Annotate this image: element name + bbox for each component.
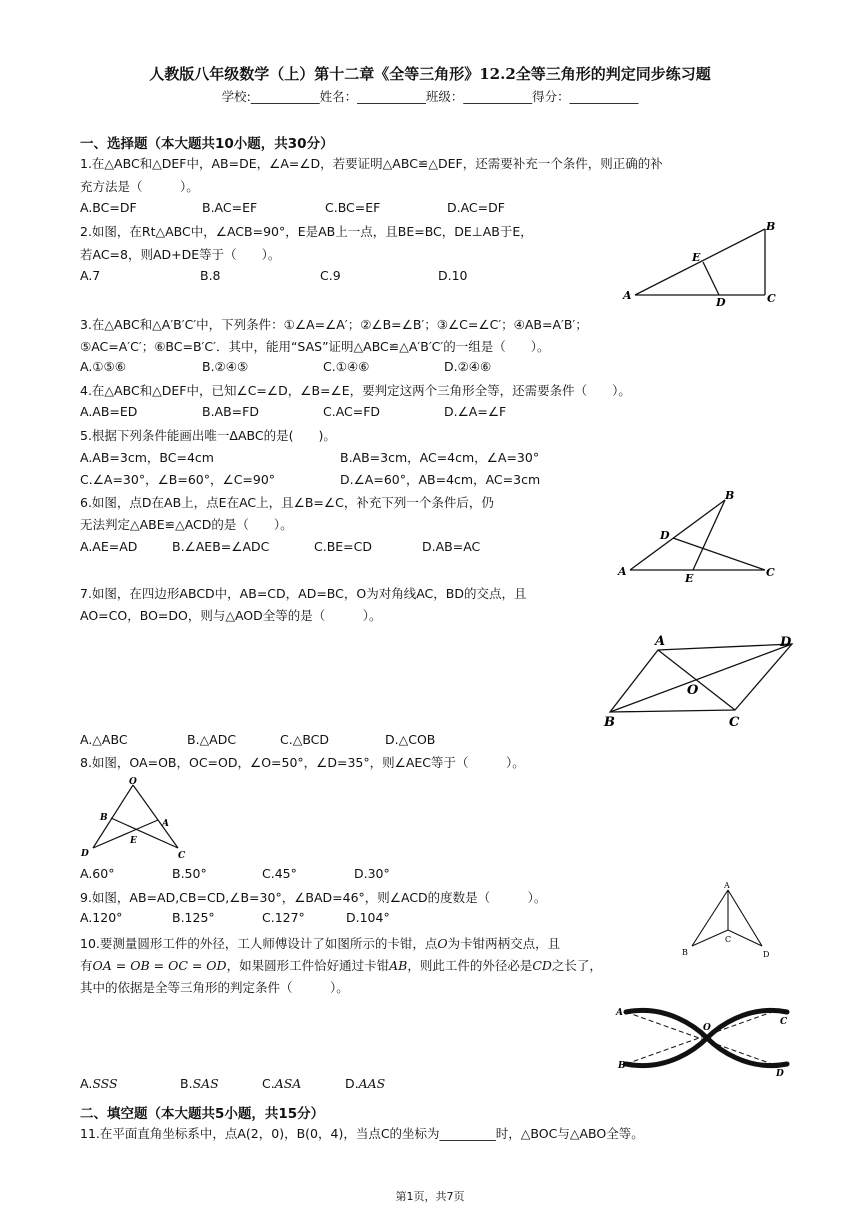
q10-text-1b: 为卡钳两柄交点，且 [447, 936, 561, 951]
q10-option-b-value: SAS [192, 1076, 219, 1091]
q7-option-d: D.△COB [385, 732, 436, 747]
q6-label-a: A [618, 565, 627, 578]
q10-text-2b: ，如果圆形工件恰好通过卡钳 [226, 958, 390, 973]
q9-label-a: A [724, 881, 730, 890]
q7-option-b: B.△ADC [187, 732, 237, 747]
q8-label-c: C [178, 851, 186, 861]
q5-option-d: D.∠A=60°，AB=4cm，AC=3cm [340, 472, 541, 487]
q6-text-line1: 6.如图，点D在AB上，点E在AC上，且∠B=∠C，补充下列一个条件后，仍 [80, 495, 494, 510]
q10-text-line2 [80, 956, 602, 974]
q9-label-b: B [682, 948, 688, 957]
q10-text-2d: 之长了， [551, 958, 602, 973]
q2-label-b: B [766, 220, 776, 233]
q10-option-a [80, 1076, 118, 1091]
q10-label-a: A [616, 1008, 623, 1018]
q10-option-a-value: SSS [92, 1076, 118, 1091]
q2-option-a: A.7 [80, 268, 101, 283]
q10-option-c-value: ASA [274, 1076, 302, 1091]
q10-text-line1 [80, 934, 560, 952]
q9-option-c: C.127° [262, 910, 305, 925]
q6-label-c: C [766, 566, 775, 579]
q2-label-d: D [716, 296, 726, 309]
q6-option-c: C.BE=CD [314, 539, 373, 554]
q5-option-a: A.AB=3cm，BC=4cm [80, 450, 214, 465]
q10-label-c: C [780, 1017, 788, 1027]
q6-figure [615, 485, 790, 585]
q10-symbol-ab: AB [389, 958, 408, 973]
q3-text-line2: ⑤AC=A′C′；⑥BC=B′C′．其中，能用“SAS”证明△ABC≌△A′B′C′的一组是（ ）。 [80, 339, 550, 354]
q10-symbol-cd: CD [532, 958, 552, 973]
q8-option-b: B.50° [172, 866, 207, 881]
q1-text-line1: 1.在△ABC和△DEF中，AB=DE，∠A=∠D，若要证明△ABC≌△DEF，还需要补充一个条件，则正确的补 [80, 156, 663, 171]
q9-text-line1: 9.如图，AB=AD,CB=CD,∠B=30°，∠BAD=46°，则∠ACD的度数是（ ）。 [80, 890, 547, 905]
q10-text-line3: 其中的依据是全等三角形的判定条件（ ）。 [80, 980, 349, 995]
q1-text-line2: 充方法是（ ）。 [80, 179, 199, 194]
q8-figure [78, 775, 188, 865]
q8-label-o: O [129, 777, 137, 787]
q11-text-line1: 11.在平面直角坐标系中，点A(2，0)，B(0，4)，当点C的坐标为_________时，△BOC与△ABO全等。 [80, 1126, 644, 1141]
q6-label-d: D [660, 529, 670, 542]
q10-symbol-o: O [437, 936, 448, 951]
q10-option-a-letter: A. [80, 1076, 93, 1091]
student-info-line: 学校:___________姓名：___________班级：___________得分：___________ [221, 89, 639, 104]
q6-option-b: B.∠AEB=∠ADC [172, 539, 270, 554]
q10-equation: OA = OB = OC = OD [92, 958, 227, 973]
q7-label-c: C [729, 715, 740, 730]
q1-option-c: C.BC=EF [325, 200, 381, 215]
q8-label-a: A [162, 819, 169, 829]
q7-figure [600, 630, 800, 730]
q7-label-a: A [655, 634, 666, 649]
q10-label-o: O [703, 1023, 711, 1033]
q6-option-a: A.AE=AD [80, 539, 138, 554]
q10-text-2c: ，则此工件的外径必是 [407, 958, 533, 973]
q10-option-c-letter: C. [262, 1076, 275, 1091]
q10-option-c [262, 1076, 301, 1091]
q2-text-line1: 2.如图，在Rt△ABC中，∠ACB=90°，E是AB上一点，且BE=BC，DE⊥AB于E， [80, 224, 533, 239]
q4-option-b: B.AB=FD [202, 404, 259, 419]
q2-option-c: C.9 [320, 268, 341, 283]
q10-option-d [345, 1076, 385, 1091]
q8-option-c: C.45° [262, 866, 297, 881]
q4-text-line1: 4.在△ABC和△DEF中，已知∠C=∠D，∠B=∠E，要判定这两个三角形全等，还需要条件（ ）。 [80, 383, 631, 398]
q7-option-a: A.△ABC [80, 732, 128, 747]
q10-text-2a: 有 [80, 958, 93, 973]
q8-label-d: D [81, 849, 89, 859]
q2-label-a: A [623, 289, 632, 302]
q7-option-c: C.△BCD [280, 732, 330, 747]
q10-option-d-letter: D. [345, 1076, 359, 1091]
q10-label-b: B [618, 1061, 626, 1071]
q5-option-b: B.AB=3cm，AC=4cm，∠A=30° [340, 450, 540, 465]
q4-option-d: D.∠A=∠F [444, 404, 507, 419]
q2-option-b: B.8 [200, 268, 221, 283]
q10-label-d: D [776, 1069, 784, 1079]
q2-option-d: D.10 [438, 268, 468, 283]
q2-text-line2: 若AC=8，则AD+DE等于（ ）。 [80, 247, 281, 262]
q9-option-d: D.104° [346, 910, 390, 925]
q3-text-line1: 3.在△ABC和△A′B′C′中，下列条件：①∠A=∠A′；②∠B=∠B′；③∠C=∠C′；④AB=A′B′； [80, 317, 588, 332]
q3-option-d: D.②④⑥ [444, 359, 492, 374]
section-title-fill-blank: 二、填空题（本大题共5小题，共15分） [80, 1106, 325, 1122]
q9-label-d: D [763, 950, 770, 959]
q9-option-b: B.125° [172, 910, 215, 925]
q9-label-c: C [725, 935, 732, 944]
q5-option-c: C.∠A=30°，∠B=60°，∠C=90° [80, 472, 276, 487]
q8-option-d: D.30° [354, 866, 390, 881]
q5-text-line1: 5.根据下列条件能画出唯一ΔABC的是( )。 [80, 428, 336, 443]
q9-figure [680, 878, 775, 963]
q6-text-line2: 无法判定△ABE≌△ACD的是（ ）。 [80, 517, 293, 532]
q8-option-a: A.60° [80, 866, 115, 881]
section-title-choice: 一、选择题（本大题共10小题，共30分） [80, 136, 334, 152]
q7-text-line2: AO=CO，BO=DO，则与△AOD全等的是（ ）。 [80, 608, 382, 623]
q10-caliper-figure [612, 998, 797, 1080]
q3-option-c: C.①④⑥ [323, 359, 370, 374]
q3-option-b: B.②④⑤ [202, 359, 249, 374]
q8-text-line1: 8.如图，OA=OB，OC=OD，∠O=50°，∠D=35°，则∠AEC等于（ ）。 [80, 755, 525, 770]
q7-label-o: O [687, 683, 699, 698]
q6-option-d: D.AB=AC [422, 539, 481, 554]
q10-text-1a: 10.要测量圆形工件的外径，工人师傅设计了如图所示的卡钳，点 [80, 936, 438, 951]
q7-label-b: B [604, 715, 615, 730]
q10-option-d-value: AAS [358, 1076, 386, 1091]
q10-option-b-letter: B. [180, 1076, 193, 1091]
q7-label-d: D [780, 635, 792, 650]
q2-label-c: C [767, 292, 776, 305]
q1-option-a: A.BC=DF [80, 200, 137, 215]
page-footer: 第1页，共7页 [395, 1190, 465, 1203]
page-title: 人教版八年级数学（上）第十二章《全等三角形》12.2全等三角形的判定同步练习题 [149, 65, 711, 83]
q9-option-a: A.120° [80, 910, 123, 925]
q3-option-a: A.①⑤⑥ [80, 359, 126, 374]
q1-option-b: B.AC=EF [202, 200, 258, 215]
q6-label-b: B [725, 489, 735, 502]
q1-option-d: D.AC=DF [447, 200, 505, 215]
q8-label-e: E [130, 836, 137, 846]
q4-option-c: C.AC=FD [323, 404, 381, 419]
q7-text-line1: 7.如图，在四边形ABCD中，AB=CD，AD=BC，O为对角线AC，BD的交点，且 [80, 586, 527, 601]
q10-option-b [180, 1076, 219, 1091]
q8-label-b: B [100, 813, 108, 823]
q2-figure [615, 215, 790, 310]
q2-label-e: E [692, 251, 701, 264]
q6-label-e: E [685, 572, 694, 585]
q4-option-a: A.AB=ED [80, 404, 138, 419]
